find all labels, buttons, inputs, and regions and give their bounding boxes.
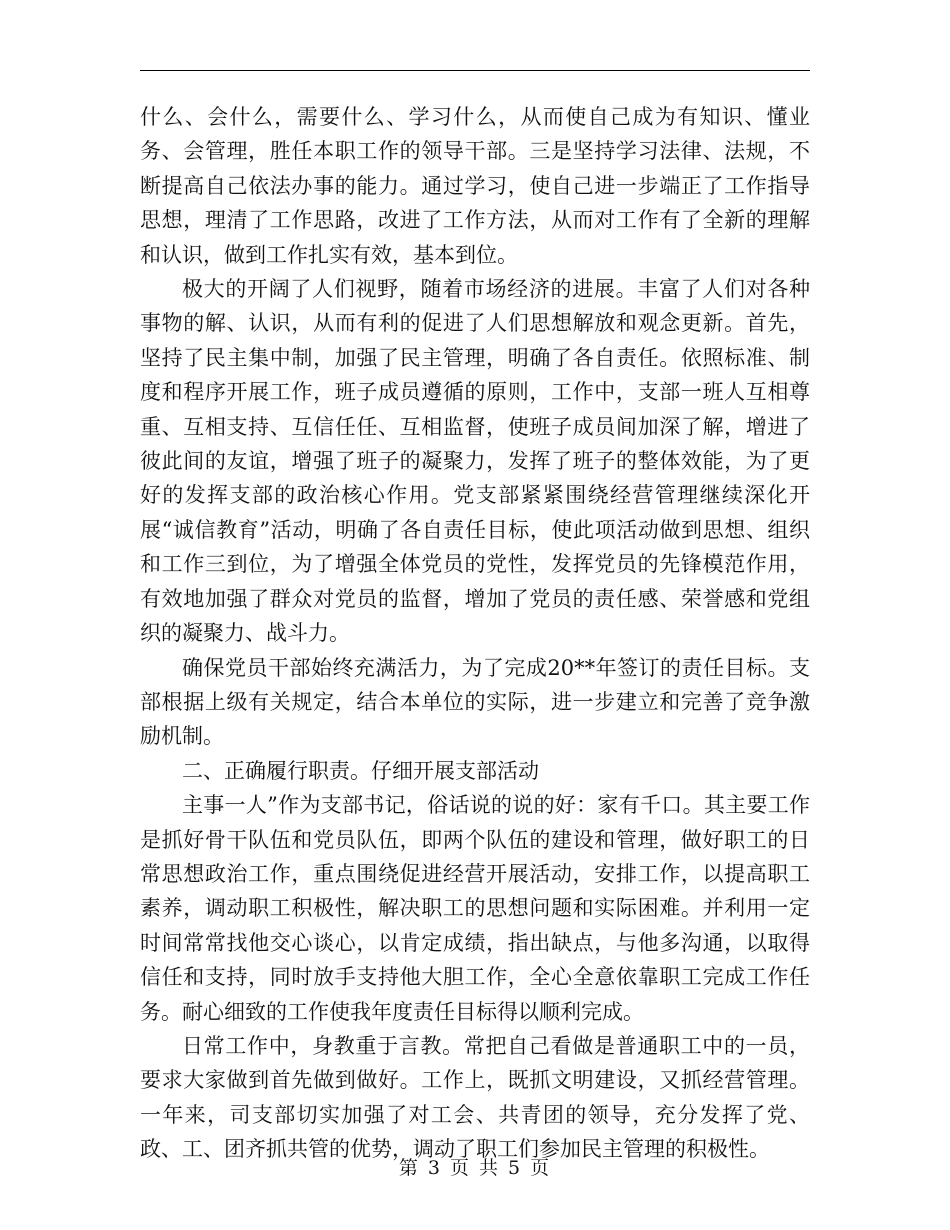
paragraph: 日常工作中，身教重于言教。常把自己看做是普通职工中的一员，要求大家做到首先做到做好。工作上，既抓文明建设，又抓经营管理。一年来，司支部切实加强了对工会、共青团的领导，充分发挥了党、政、工、团齐抓共管的优势，调动了职工们参加民主管理的积极性。: [140, 1033, 810, 1162]
paragraph: 确保党员干部始终充满活力，为了完成20**年签订的责任目标。支部根据上级有关规定，结合本单位的实际，进一步建立和完善了竞争激励机制。: [140, 655, 810, 749]
paragraph-continuation: 什么、会什么，需要什么、学习什么，从而使自己成为有知识、懂业务、会管理，胜任本职工作的领导干部。三是坚持学习法律、法规，不断提高自己依法办事的能力。通过学习，使自己进一步端正了工作指导思想，理清了工作思路，改进了工作方法，从而对工作有了全新的理解和认识，做到工作扎实有效，基本到位。: [140, 105, 810, 267]
header-rule: [140, 70, 810, 71]
document-body: [140, 100, 810, 1167]
paragraph: 极大的开阔了人们视野，随着市场经济的进展。丰富了人们对各种事物的解、认识，从而有利的促进了人们思想解放和观念更新。首先，坚持了民主集中制，加强了民主管理，明确了各自责任。依照标准、制度和程序开展工作，班子成员遵循的原则，工作中，支部一班人互相尊重、互相支持、互信任任、互相监督，使班子成员间加深了解，增进了彼此间的友谊，增强了班子的凝聚力，发挥了班子的整体效能，为了更好的发挥支部的政治核心作用。党支部紧紧围绕经营管理继续深化开展“诚信教育”活动，明确了各自责任目标，使此项活动做到思想、组织和工作三到位，为了增强全体党员的党性，发挥党员的先锋模范作用，有效地加强了群众对党员的监督，增加了党员的责任感、荣誉感和党组织的凝聚力、战斗力。: [140, 277, 810, 646]
page-number-footer: 第 3 页 共 5 页: [398, 1157, 552, 1179]
paragraph: 主事一人”作为支部书记，俗话说的说的好：家有千口。其主要工作是抓好骨干队伍和党员队伍，即两个队伍的建设和管理，做好职工的日常思想政治工作，重点围绕促进经营开展活动，安排工作，以提高职工素养，调动职工积极性，解决职工的思想问题和实际困难。并利用一定时间常常找他交心谈心，以肯定成绩，指出缺点，与他多沟通，以取得信任和支持，同时放手支持他大胆工作，全心全意依靠职工完成工作任务。耐心细致的工作使我年度责任目标得以顺利完成。: [140, 793, 810, 1024]
section-heading: 二、正确履行职责。仔细开展支部活动: [182, 758, 539, 783]
